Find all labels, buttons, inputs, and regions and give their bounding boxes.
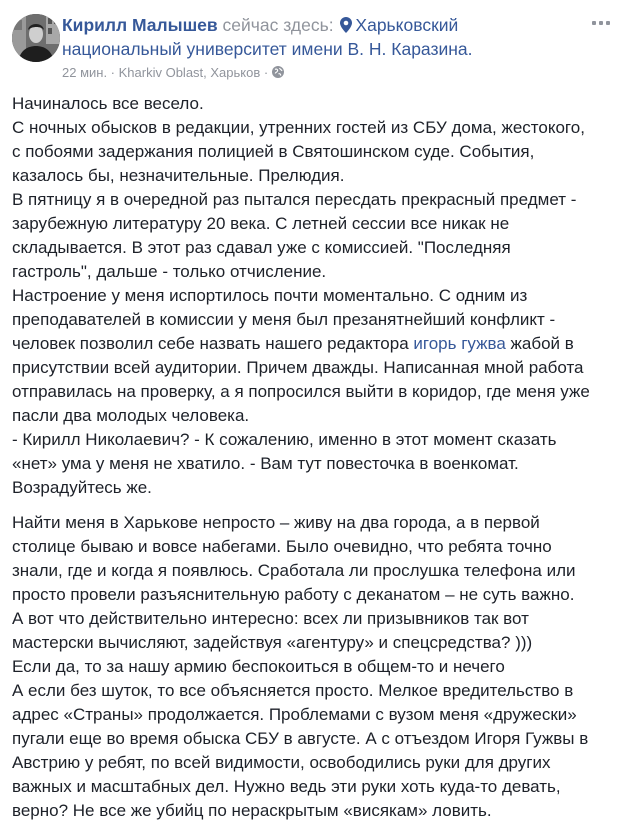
map-pin-icon [340, 17, 352, 33]
place-name-line2: национальный университет имени В. Н. Каразина. [62, 39, 473, 59]
more-dots-icon [606, 21, 610, 25]
text-line: Найти меня в Харькове непросто – живу на два города, а в первой [12, 513, 540, 532]
post-paragraph [12, 511, 612, 823]
post-paragraph [12, 92, 612, 500]
text-line: мастерски вычисляют, задействуя «агентуру» и спецсредства? ))) [12, 633, 533, 652]
text-line: Начиналось все весело. [12, 94, 204, 113]
text-line: гастроль", дальше - только отчисление. [12, 262, 327, 281]
text-line: с побоями задержания полицией в Святошинском суде. События, [12, 142, 535, 161]
author-name-link[interactable]: Кирилл Малышев [62, 15, 218, 35]
more-options-button[interactable] [592, 18, 612, 30]
text-line: отправилась на проверку, а я попросился выйти в коридор, где меня уже [12, 382, 590, 401]
more-dots-icon [599, 21, 603, 25]
text-line: казалось бы, незначительные. Прелюдия. [12, 166, 345, 185]
text-line: С ночных обысков в редакции, утренних гостей из СБУ дома, жестокого, [12, 118, 585, 137]
location-link[interactable]: Kharkiv Oblast, Харьков [118, 65, 261, 80]
checkin-label: сейчас здесь: [217, 15, 339, 35]
globe-icon[interactable] [272, 66, 284, 78]
post-meta [62, 64, 284, 82]
text-line: зарубежную литературу 20 века. С летней сессии все никак не [12, 214, 510, 233]
text-line: складывается. В этот раз сдавал уже с комиссией. "Последняя [12, 238, 511, 257]
text-line: присутствии всей аудитории. Причем дважды. Написанная мной работа [12, 358, 584, 377]
text-line: знали, где и когда я появлюсь. Сработала ли прослушка телефона или [12, 561, 576, 580]
text-line: адрес «Страны» продолжается. Проблемами с вузом меня «дружески» [12, 705, 577, 724]
text-fragment: жабой в [505, 334, 574, 353]
text-line: - Кирилл Николаевич? - К сожалению, именно в этот момент сказать [12, 430, 557, 449]
post-body [12, 92, 612, 823]
text-line: преподавателей в комиссии у меня был презанятнейший конфликт - [12, 310, 556, 329]
text-line: В пятницу я в очередной раз пытался пересдать прекрасный предмет - [12, 190, 577, 209]
text-line: А если без шуток, то все объясняется просто. Мелкое вредительство в [12, 681, 574, 700]
text-line: столице бываю и вовсе набегами. Было очевидно, что ребята точно [12, 537, 552, 556]
text-line: А вот что действительно интересно: всех ли призывников так вот [12, 609, 529, 628]
text-line [12, 332, 612, 356]
text-line: Возрадуйтесь же. [12, 478, 152, 497]
text-line: Настроение у меня испортилось почти моментально. С одним из [12, 286, 528, 305]
text-line: пугали еще во время обыска СБУ в августе. А с отъездом Игоря Гужвы в [12, 729, 589, 748]
avatar[interactable] [12, 14, 60, 62]
post-title [62, 13, 572, 61]
avatar-photo [12, 14, 60, 62]
post-header [0, 0, 618, 90]
text-fragment: человек позволил себе назвать нашего редактора [12, 334, 414, 353]
text-line: важных и масштабных дел. Нужно ведь эти руки хоть куда-то девать, [12, 777, 561, 796]
more-dots-icon [592, 21, 596, 25]
text-line: Если да, то за нашу армию беспокоиться в общем-то и нечего [12, 657, 505, 676]
text-line: просто провели разъяснительную работу с деканатом – не суть важно. [12, 585, 575, 604]
meta-separator: · [107, 65, 119, 80]
place-name-line1: Харьковский [355, 15, 459, 35]
text-line: пасли два молодых человека. [12, 406, 250, 425]
timestamp-link[interactable]: 22 мин. [62, 65, 108, 80]
text-line: верно? Не все же убийц по нераскрытым «висякам» ловить. [12, 801, 492, 820]
text-line: Австрию у ребят, по всей видимости, освободились руки для других [12, 753, 551, 772]
mention-link[interactable]: игорь гужва [413, 334, 506, 353]
text-line: «нет» ума у меня не хватило. - Вам тут повесточка в военкомат. [12, 454, 519, 473]
meta-separator: · [260, 65, 272, 80]
